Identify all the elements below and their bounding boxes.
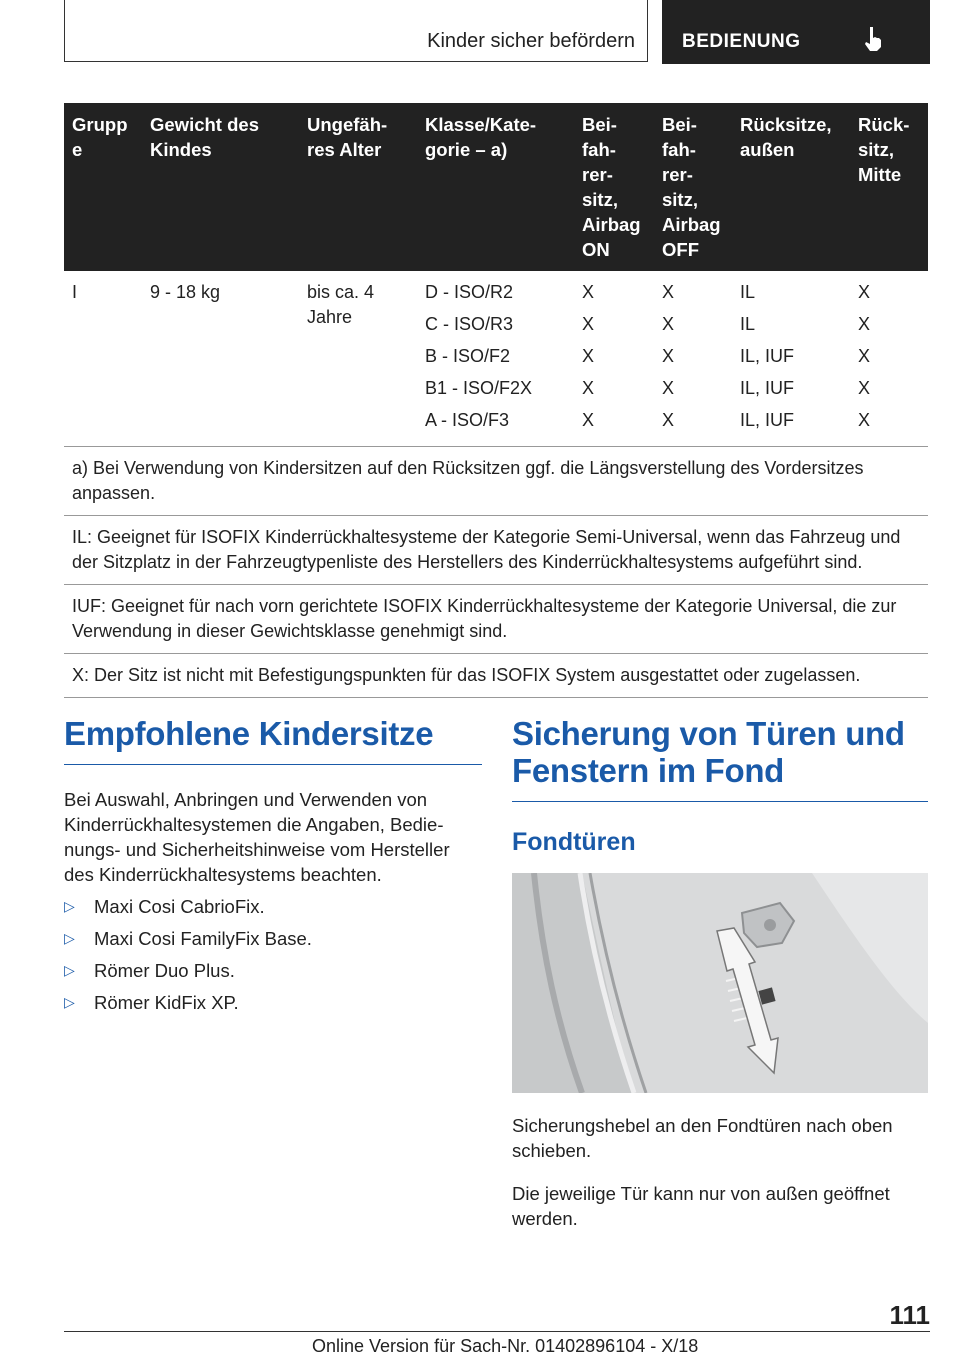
- rear-middle-value: X: [858, 378, 871, 398]
- col-header-airbag-off: Bei- fah- rer- sitz, Airbag OFF: [654, 103, 732, 271]
- list-item: [64, 894, 482, 919]
- rear-middle-value: X: [858, 346, 871, 366]
- rear-outer-value: IL, IUF: [740, 346, 795, 366]
- table-note: [64, 654, 928, 698]
- page-number: 111: [889, 1300, 930, 1330]
- door-illustration-icon: [512, 873, 928, 1093]
- list-item: [64, 958, 482, 983]
- list-item-text: Römer KidFix XP.: [94, 992, 239, 1013]
- list-item: [64, 990, 482, 1015]
- triangle-bullet-icon: ▷: [64, 930, 75, 946]
- rear-outer-value: IL, IUF: [740, 378, 795, 398]
- airbag-off-value: X: [662, 410, 675, 430]
- class-value: A - ISO/F3: [425, 410, 510, 430]
- airbag-on-value: X: [582, 314, 595, 334]
- cell-airbag-off: [654, 271, 732, 447]
- triangle-bullet-icon: ▷: [64, 962, 75, 978]
- intro-paragraph: Bei Auswahl, Anbringen und Verwenden von Kinderrückhaltesystemen die Angaben, Bedie-nungs- und Sicherheitshinweise vom Hersteller des Kinderrückhaltesystems beachten.: [64, 789, 450, 885]
- airbag-off-value: X: [662, 314, 675, 334]
- note-text: X: Der Sitz ist nicht mit Befestigungspunkten für das ISOFIX System ausgestattet oder zugelassen.: [64, 654, 928, 698]
- col-header-weight: Gewicht des Kindes: [142, 103, 299, 271]
- online-version-note: Online Version für Sach-Nr. 01402896104 - X/18: [312, 1336, 699, 1356]
- airbag-on-value: X: [582, 282, 595, 302]
- class-value: B1 - ISO/F2X: [425, 378, 533, 398]
- class-value: B - ISO/F2: [425, 346, 511, 366]
- pointing-hand-icon: [862, 26, 884, 52]
- cell-group: I: [64, 271, 142, 447]
- col-header-rear-middle: Rück- sitz, Mitte: [850, 103, 928, 271]
- col-header-group: Grupp e: [64, 103, 142, 271]
- airbag-off-value: X: [662, 378, 675, 398]
- cell-rear-outer: [732, 271, 850, 447]
- cell-weight: 9 - 18 kg: [142, 271, 299, 447]
- airbag-on-value: X: [582, 346, 595, 366]
- col-header-airbag-on: Bei- fah- rer- sitz, Airbag ON: [574, 103, 654, 271]
- section-heading: Empfohlene Kindersitze: [64, 715, 482, 765]
- note-text: IUF: Geeignet für nach vorn gerichtete ISOFIX Kinderrückhaltesysteme der Kategorie Universal, die zur Verwendung in dieser Gewichtsklasse genehmigt sind.: [64, 585, 928, 654]
- table-row: [64, 271, 928, 447]
- body-paragraph: Die jeweilige Tür kann nur von außen geöffnet werden.: [512, 1183, 890, 1229]
- section-title: Kinder sicher befördern: [427, 30, 635, 52]
- airbag-off-value: X: [662, 346, 675, 366]
- table-note: [64, 447, 928, 516]
- triangle-bullet-icon: ▷: [64, 898, 75, 914]
- chapter-title: BEDIENUNG: [682, 31, 801, 52]
- cell-airbag-on: [574, 271, 654, 447]
- rear-door-lock-illustration: [512, 873, 928, 1093]
- col-header-age: Ungefäh- res Alter: [299, 103, 417, 271]
- footer-divider: [64, 1331, 930, 1332]
- cell-rear-middle: [850, 271, 928, 447]
- age-line: Jahre: [307, 307, 353, 327]
- door-safety-section: [512, 715, 928, 1231]
- seat-list: [64, 894, 482, 1015]
- table-header-row: [64, 103, 928, 271]
- class-value: D - ISO/R2: [425, 282, 514, 302]
- airbag-off-value: X: [662, 282, 675, 302]
- rear-outer-value: IL: [740, 314, 756, 334]
- note-text: IL: Geeignet für ISOFIX Kinderrückhaltesysteme der Kategorie Semi-Universal, wenn das Fahrzeug und der Sitzplatz in der Fahrzeugtypenliste des Herstellers des Kinderrückhaltesystems aufgeführt sind.: [64, 516, 928, 585]
- list-item-text: Maxi Cosi CabrioFix.: [94, 896, 265, 917]
- class-value: C - ISO/R3: [425, 314, 514, 334]
- section-heading: Sicherung von Türen und Fenstern im Fond: [512, 715, 928, 802]
- recommended-seats-section: [64, 715, 482, 1015]
- list-item-text: Römer Duo Plus.: [94, 960, 235, 981]
- rear-middle-value: X: [858, 314, 871, 334]
- table-note: [64, 516, 928, 585]
- airbag-on-value: X: [582, 410, 595, 430]
- age-line: bis ca. 4: [307, 282, 375, 302]
- list-item-text: Maxi Cosi FamilyFix Base.: [94, 928, 312, 949]
- col-header-rear-outer: Rücksitze, außen: [732, 103, 850, 271]
- isofix-table: [64, 103, 928, 698]
- caption-paragraph: Sicherungshebel an den Fondtüren nach oben schieben.: [512, 1115, 893, 1161]
- cell-age: [299, 271, 417, 447]
- rear-middle-value: X: [858, 282, 871, 302]
- airbag-on-value: X: [582, 378, 595, 398]
- list-item: [64, 926, 482, 951]
- section-tab: [64, 0, 648, 62]
- rear-outer-value: IL, IUF: [740, 410, 795, 430]
- note-text: a) Bei Verwendung von Kindersitzen auf den Rücksitzen ggf. die Längsverstellung des Vordersitzes anpassen.: [64, 447, 928, 516]
- page-header: [64, 0, 930, 64]
- table-note: [64, 585, 928, 654]
- triangle-bullet-icon: ▷: [64, 994, 75, 1010]
- col-header-class: Klasse/Kate- gorie – a): [417, 103, 574, 271]
- cell-classes: [417, 271, 574, 447]
- subsection-heading: Fondtüren: [512, 828, 636, 856]
- rear-middle-value: X: [858, 410, 871, 430]
- rear-outer-value: IL: [740, 282, 756, 302]
- chapter-tab: [662, 0, 930, 64]
